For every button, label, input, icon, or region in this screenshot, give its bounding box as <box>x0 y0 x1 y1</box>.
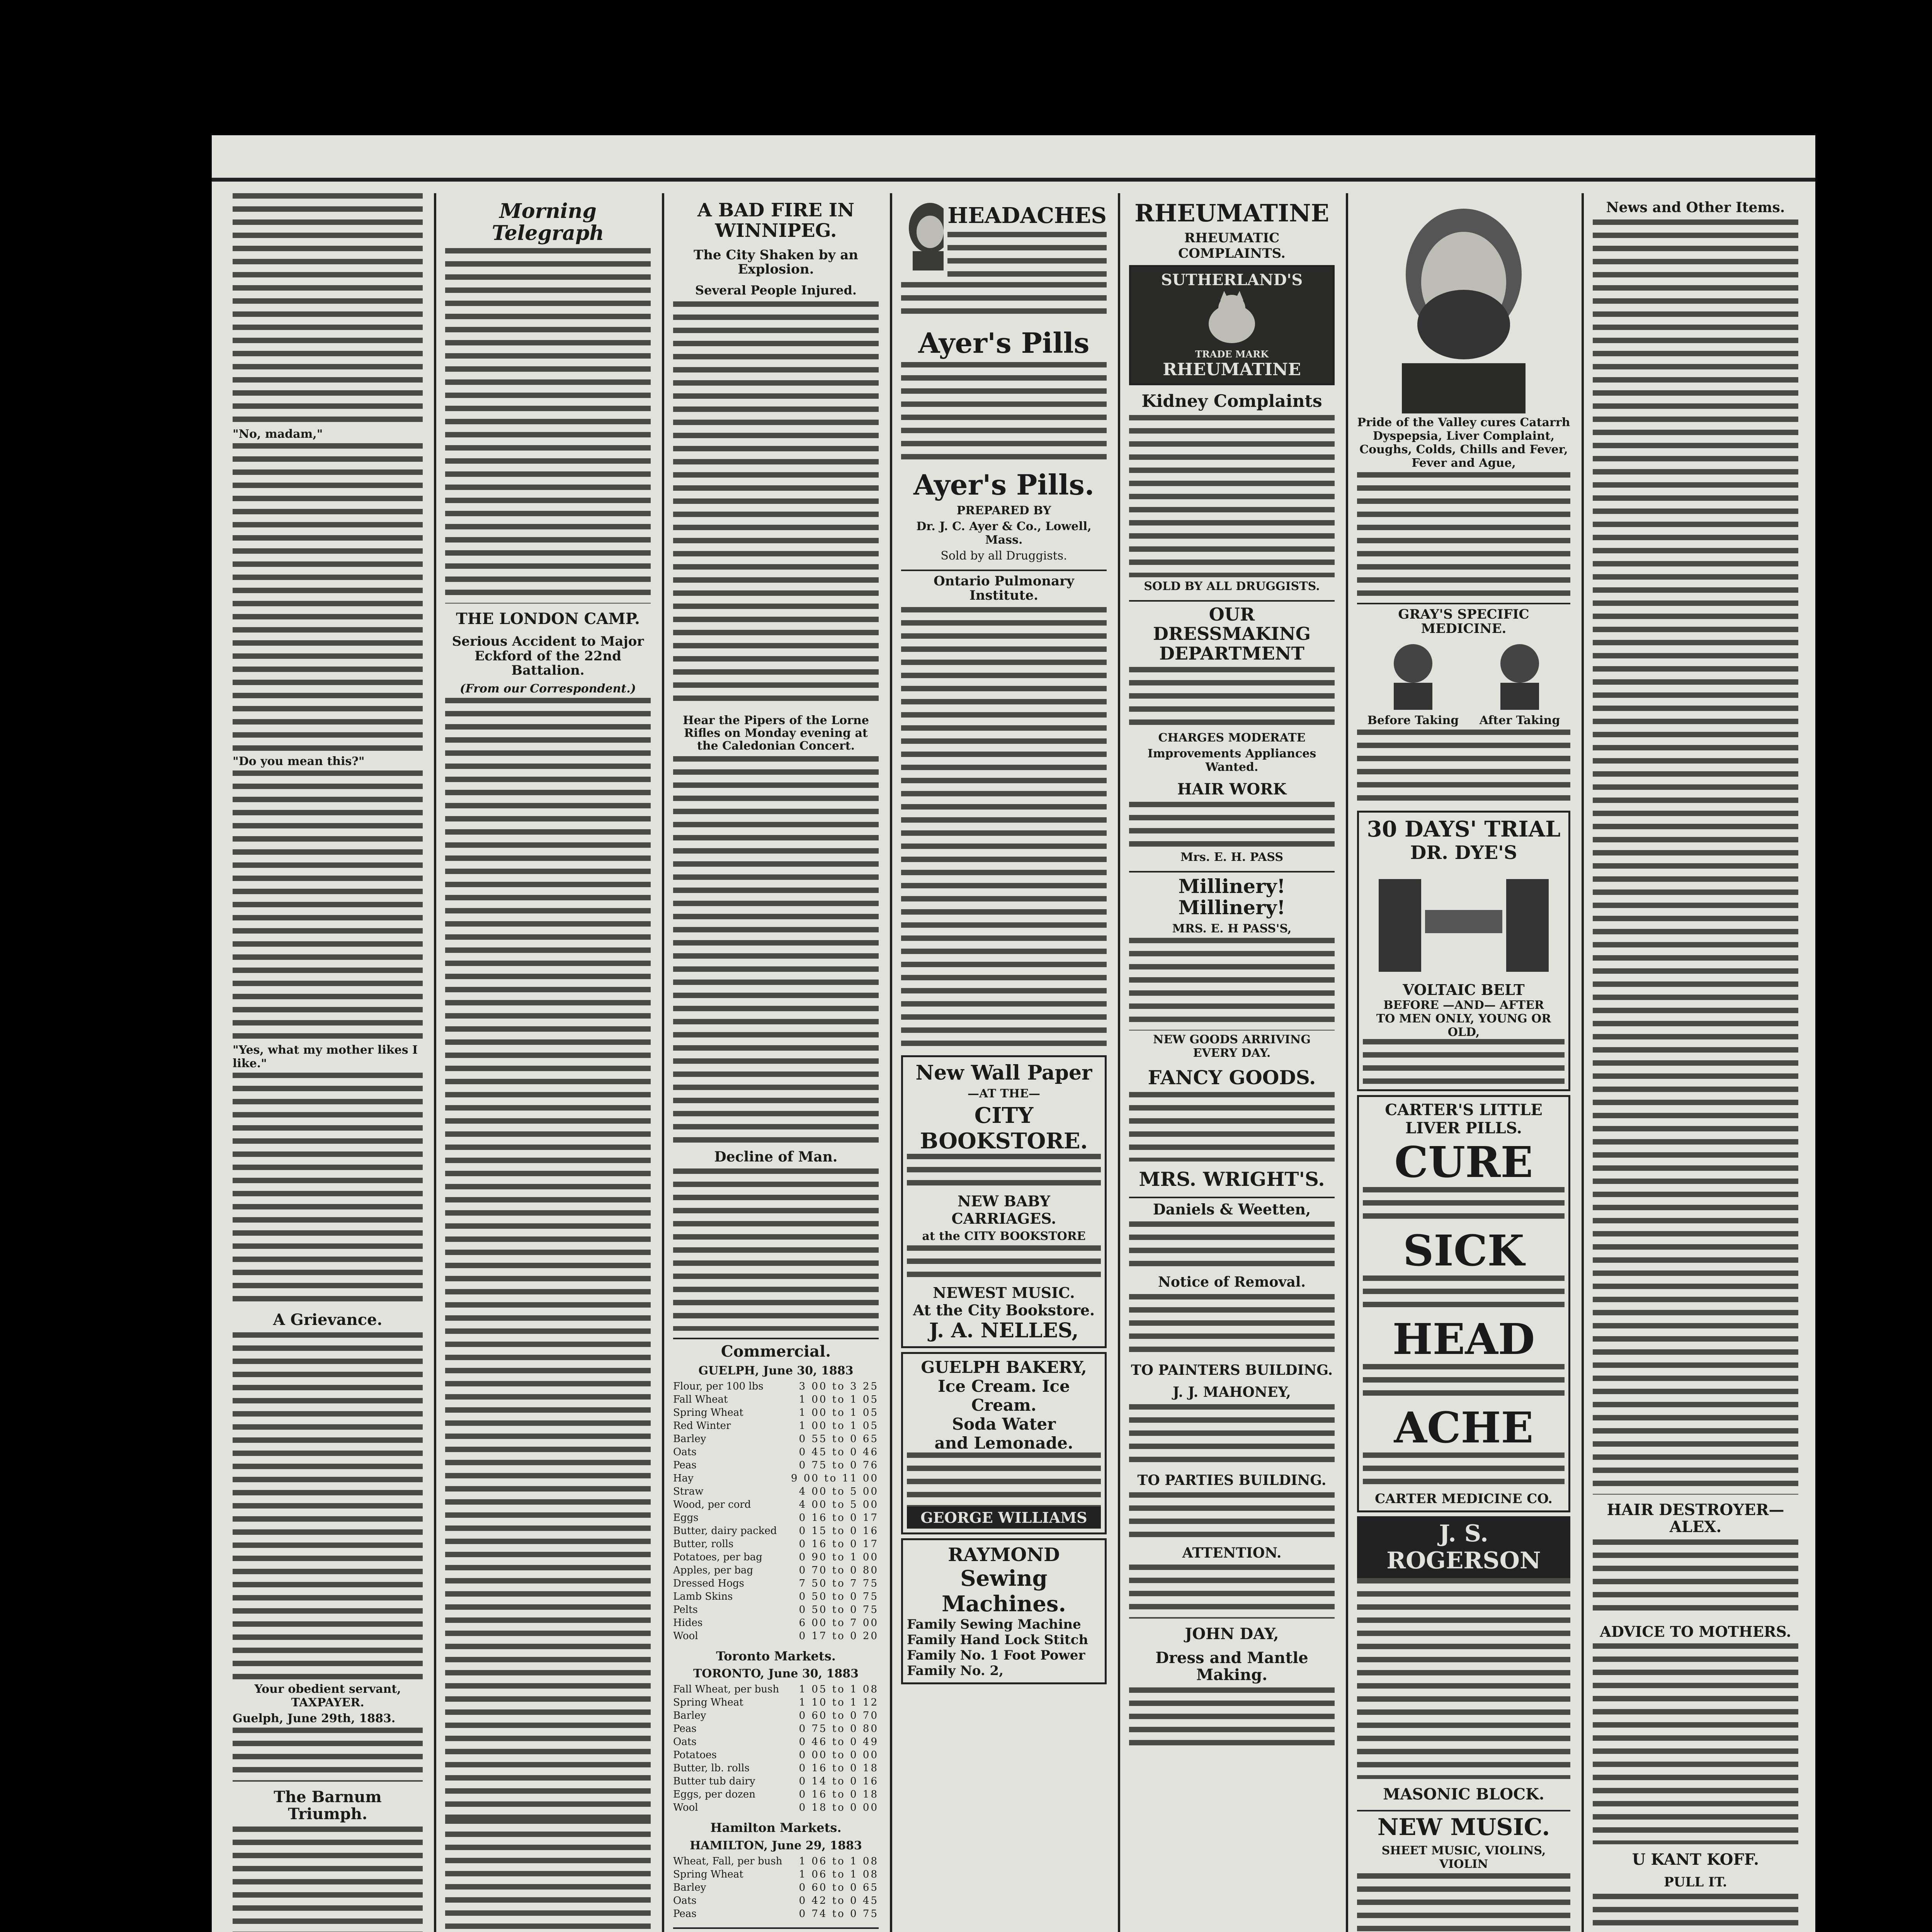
commodity-name: Hides <box>673 1617 703 1629</box>
commodity-name: Butter tub dairy <box>673 1776 755 1787</box>
rheumatine-title: RHEUMATINE <box>1134 199 1329 227</box>
market-row <box>673 1683 879 1696</box>
commodity-price: 0 74 to 0 75 <box>799 1908 879 1920</box>
trade-mark-label: TRADE MARK <box>1195 349 1269 360</box>
column-rule <box>890 193 892 1932</box>
commodity-name: Potatoes <box>673 1749 717 1761</box>
story-text <box>233 1728 423 1782</box>
market-row <box>673 1590 879 1603</box>
market-row <box>673 1485 879 1498</box>
commodity-name: Barley <box>673 1881 706 1893</box>
commodity-name: Hay <box>673 1473 694 1485</box>
commodity-price: 0 75 to 0 80 <box>799 1723 879 1735</box>
signature: Your obedient servant, TAXPAYER. <box>254 1682 401 1709</box>
commodity-price: 0 60 to 0 65 <box>799 1881 879 1893</box>
commodity-price: 0 46 to 0 49 <box>799 1736 879 1748</box>
top-rule <box>212 178 1815 182</box>
commodity-price: 1 06 to 1 08 <box>799 1868 879 1880</box>
story-text <box>1593 1894 1798 1932</box>
text-line: "Yes, what my mother likes I like." <box>233 1043 418 1070</box>
ad-text <box>1363 1276 1565 1314</box>
commodity-name: Eggs, per dozen <box>673 1789 755 1801</box>
ad-text <box>947 232 1107 282</box>
market-row <box>673 1406 879 1419</box>
newest-music: NEWEST MUSIC. <box>933 1284 1075 1301</box>
ad-text <box>907 1245 1101 1284</box>
market-row <box>673 1498 879 1511</box>
ad-text <box>1129 1492 1335 1539</box>
column-rule <box>1118 193 1120 1932</box>
commodity-price: 1 00 to 1 05 <box>799 1407 879 1419</box>
story-text <box>1593 1539 1798 1617</box>
commodity-name: Oats <box>673 1736 697 1748</box>
commodity-price: 1 10 to 1 12 <box>799 1697 879 1709</box>
commodity-price: 0 16 to 0 17 <box>799 1512 879 1524</box>
headline-london-camp: THE LONDON CAMP. <box>456 610 640 628</box>
wallpaper-at: —AT THE— <box>968 1087 1040 1100</box>
column-4 <box>896 193 1112 1932</box>
pull-it: PULL IT. <box>1664 1874 1727 1890</box>
market-row <box>673 1907 879 1920</box>
news-heading: News and Other Items. <box>1606 199 1785 216</box>
story-text <box>233 1332 423 1680</box>
commodity-price: 4 00 to 5 00 <box>799 1499 879 1511</box>
ad-text <box>1357 1873 1570 1932</box>
commodity-name: Straw <box>673 1486 704 1498</box>
bakery-ad <box>901 1352 1107 1534</box>
story-text <box>233 193 423 425</box>
rheumatic-complaints: RHEUMATIC COMPLAINTS. <box>1178 230 1286 262</box>
ad-text <box>1129 667 1335 729</box>
market-row <box>673 1894 879 1907</box>
market-row <box>673 1748 879 1762</box>
ad-text <box>1357 1578 1570 1779</box>
commodity-price: 0 50 to 0 75 <box>799 1591 879 1603</box>
dateline: Guelph, June 29th, 1883. <box>233 1712 396 1725</box>
pass-name: Mrs. E. H. PASS <box>1180 850 1284 864</box>
newspaper-page <box>212 135 1815 1932</box>
commodity-price: 0 14 to 0 16 <box>799 1776 879 1787</box>
market-row <box>673 1393 879 1406</box>
headaches-title: HEADACHES <box>947 203 1107 228</box>
nelles-name: J. A. NELLES, <box>929 1318 1079 1342</box>
headaches-ad <box>901 197 1107 282</box>
commodity-name: Barley <box>673 1433 706 1445</box>
ayers-pills-title: Ayer's Pills <box>918 326 1090 359</box>
cat-trademark-illustration <box>1193 289 1270 347</box>
commodity-name: Eggs <box>673 1512 699 1524</box>
ad-text <box>1129 802 1335 848</box>
market-row <box>673 1762 879 1775</box>
market-row <box>673 1775 879 1788</box>
ad-text <box>1129 1404 1335 1466</box>
commodity-price: 7 50 to 7 75 <box>799 1578 879 1590</box>
sick-word: SICK <box>1403 1225 1525 1276</box>
commodity-price: 1 00 to 1 05 <box>799 1394 879 1406</box>
commodity-name: Pelts <box>673 1604 698 1616</box>
ad-text <box>1129 415 1335 577</box>
raymond-item: Family Hand Lock Stitch <box>907 1632 1088 1648</box>
kidney-complaints: Kidney Complaints <box>1141 391 1322 412</box>
market-row <box>673 1537 879 1551</box>
hamilton-markets-heading: Hamilton Markets. <box>710 1820 842 1835</box>
commodity-price: 0 60 to 0 70 <box>799 1710 879 1722</box>
commodity-price: 0 16 to 0 18 <box>799 1789 879 1801</box>
hair-work: HAIR WORK <box>1177 780 1287 799</box>
ad-text <box>1129 938 1335 1031</box>
market-row <box>673 1524 879 1537</box>
commodity-price: 0 42 to 0 45 <box>799 1895 879 1906</box>
before-after-figures <box>1357 640 1570 730</box>
nelles-line: At the City Bookstore. <box>913 1301 1095 1319</box>
improvements-line: Improvements Appliances Wanted. <box>1147 747 1316 774</box>
commodity-name: Oats <box>673 1895 697 1906</box>
voltaic-label: VOLTAIC BELT <box>1403 981 1525 998</box>
dye-name: DR. DYE'S <box>1410 842 1517 864</box>
williams-name: GEORGE WILLIAMS <box>907 1507 1101 1529</box>
portrait-man-illustration <box>1359 197 1568 413</box>
ad-text <box>1363 1039 1565 1085</box>
commodity-name: Dressed Hogs <box>673 1578 744 1590</box>
market-row <box>673 1629 879 1643</box>
daniels-name: Daniels & Weetten, <box>1129 1197 1335 1218</box>
commodity-name: Apples, per bag <box>673 1565 753 1577</box>
commodity-name: Red Winter <box>673 1420 731 1432</box>
masonic-block: MASONIC BLOCK. <box>1383 1785 1544 1803</box>
concert-notice: Hear the Pipers of the Lorne Rifles on Monday evening at the Caledonian Concert. <box>683 713 869 753</box>
market-row <box>673 1855 879 1868</box>
before-label: Before Taking <box>1367 713 1459 727</box>
column-6 <box>1352 193 1576 1932</box>
advice-mothers: ADVICE TO MOTHERS. <box>1600 1622 1791 1640</box>
commodity-price: 0 45 to 0 46 <box>799 1446 879 1458</box>
lemonade: and Lemonade. <box>934 1433 1073 1452</box>
commodity-price: 0 55 to 0 65 <box>799 1433 879 1445</box>
ad-text <box>1129 1687 1335 1749</box>
voltaic-belt-ad <box>1357 811 1570 1091</box>
commodity-price: 0 18 to 0 00 <box>799 1802 879 1814</box>
ad-text <box>1357 730 1570 807</box>
headline-winnipeg-fire: A BAD FIRE IN WINNIPEG. <box>697 199 855 242</box>
commodity-name: Spring Wheat <box>673 1697 743 1709</box>
ayers-pills-title: Ayer's Pills. <box>913 468 1094 501</box>
market-row <box>673 1380 879 1393</box>
keough-ad-name <box>673 1927 879 1932</box>
ad-text <box>1363 1187 1565 1226</box>
before-figure-illustration <box>1382 640 1444 710</box>
market-dateline: GUELPH, June 30, 1883 <box>698 1364 854 1378</box>
market-row <box>673 1801 879 1814</box>
headline-barnum: The Barnum Triumph. <box>274 1788 382 1823</box>
subheadline-accident: Serious Accident to Major Eckford of the 22nd Battalion. <box>452 634 644 679</box>
market-row <box>673 1459 879 1472</box>
market-row <box>673 1511 879 1524</box>
rogerson-name: J. S. ROGERSON <box>1357 1516 1570 1578</box>
column-1 <box>227 193 428 1932</box>
hair-destroyer: HAIR DESTROYER—ALEX. <box>1607 1500 1784 1536</box>
market-row <box>673 1564 879 1577</box>
carter-company: CARTER MEDICINE CO. <box>1375 1491 1553 1507</box>
prepared-by: PREPARED BY <box>956 503 1051 517</box>
column-rule <box>434 193 436 1932</box>
commodity-name: Oats <box>673 1446 697 1458</box>
column-2 <box>440 193 656 1932</box>
rheumatine-label: RHEUMATINE <box>1163 360 1301 380</box>
sold-by: Sold by all Druggists. <box>940 549 1067 563</box>
commodity-price: 6 00 to 7 00 <box>799 1617 879 1629</box>
commodity-price: 1 00 to 1 05 <box>799 1420 879 1432</box>
market-dateline: TORONTO, June 30, 1883 <box>693 1667 859 1681</box>
commodity-name: Lamb Skins <box>673 1591 733 1603</box>
column-5 <box>1124 193 1340 1932</box>
dressmaking-title: OUR DRESSMAKING DEPARTMENT <box>1129 600 1335 663</box>
commodity-name: Fall Wheat, per bush <box>673 1684 779 1696</box>
ad-text <box>901 362 1107 463</box>
commodity-name: Barley <box>673 1710 706 1722</box>
commodity-name: Flour, per 100 lbs <box>673 1381 764 1393</box>
story-text <box>445 1818 651 1932</box>
story-text <box>673 301 879 707</box>
raymond-item: Family No. 1 Foot Power <box>907 1647 1085 1663</box>
column-rule <box>1582 193 1584 1932</box>
fancy-goods: FANCY GOODS. <box>1148 1066 1316 1089</box>
market-row <box>673 1788 879 1801</box>
men-only: TO MEN ONLY, YOUNG OR OLD, <box>1376 1012 1551 1039</box>
commodity-price: 0 70 to 0 80 <box>799 1565 879 1577</box>
market-row <box>673 1722 879 1735</box>
market-row <box>673 1881 879 1894</box>
story-text <box>233 1073 423 1304</box>
parties-heading: TO PARTIES BUILDING. <box>1137 1472 1327 1488</box>
new-music-title: NEW MUSIC. <box>1357 1810 1570 1840</box>
commodity-price: 4 00 to 5 00 <box>799 1486 879 1498</box>
carriages-title: NEW BABY CARRIAGES. <box>951 1192 1056 1227</box>
commodity-name: Wool <box>673 1802 698 1814</box>
column-7 <box>1587 193 1804 1932</box>
commodity-price: 0 50 to 0 75 <box>799 1604 879 1616</box>
commodity-name: Butter, rolls <box>673 1538 734 1550</box>
column-3 <box>668 193 884 1932</box>
story-text <box>673 756 879 1143</box>
ad-text <box>907 1452 1101 1507</box>
ad-text <box>1129 1294 1335 1356</box>
commodity-price: 0 00 to 0 00 <box>799 1749 879 1761</box>
commodity-price: 9 00 to 11 00 <box>791 1473 879 1485</box>
charges-moderate: CHARGES MODERATE <box>1158 731 1306 745</box>
wrights-name: MRS. WRIGHT'S. <box>1139 1168 1325 1191</box>
toronto-market-table <box>673 1683 879 1814</box>
subheadline-explosion: The City Shaken by an Explosion. <box>694 247 858 277</box>
commodity-name: Spring Wheat <box>673 1868 743 1880</box>
story-text <box>233 443 423 752</box>
sheet-music: SHEET MUSIC, VIOLINS, VIOLIN <box>1381 1844 1546 1871</box>
commodity-name: Wood, per cord <box>673 1499 751 1511</box>
commodity-name: Peas <box>673 1459 697 1471</box>
commodity-price: 0 90 to 1 00 <box>799 1551 879 1563</box>
commodity-name: Butter, dairy packed <box>673 1525 777 1537</box>
trial-title: 30 DAYS' TRIAL <box>1367 816 1561 842</box>
raymond-item: Family No. 2, <box>907 1663 1004 1679</box>
story-text <box>673 1168 879 1331</box>
day-name: JOHN DAY, <box>1185 1625 1279 1643</box>
commodity-price: 0 15 to 0 16 <box>799 1525 879 1537</box>
cure-word: CURE <box>1394 1137 1533 1187</box>
story-text <box>1593 219 1798 1495</box>
new-goods: NEW GOODS ARRIVING EVERY DAY. <box>1153 1033 1311 1060</box>
subheadline-injured: Several People Injured. <box>695 283 857 298</box>
hamilton-market-table <box>673 1855 879 1920</box>
story-text <box>233 770 423 1041</box>
market-row <box>673 1419 879 1432</box>
commodity-price: 0 16 to 0 18 <box>799 1762 879 1774</box>
ad-text <box>901 607 1107 1051</box>
toronto-markets-heading: Toronto Markets. <box>716 1649 836 1664</box>
market-row <box>673 1616 879 1629</box>
removal-notice: Notice of Removal. <box>1158 1274 1306 1291</box>
maker-name: Dr. J. C. Ayer & Co., Lowell, Mass. <box>916 519 1092 547</box>
ad-text <box>1363 1452 1565 1491</box>
commodity-price: 0 75 to 0 76 <box>799 1459 879 1471</box>
market-dateline: HAMILTON, June 29, 1883 <box>690 1838 862 1852</box>
byline: (From our Correspondent.) <box>460 682 636 696</box>
commodity-price: 0 17 to 0 20 <box>799 1630 879 1642</box>
sold-by-druggists: SOLD BY ALL DRUGGISTS. <box>1144 579 1320 593</box>
carters-ad <box>1357 1095 1570 1512</box>
mahoney-name: J. J. MAHONEY, <box>1173 1384 1291 1401</box>
story-text <box>445 698 651 1818</box>
market-row <box>673 1472 879 1485</box>
market-row <box>673 1709 879 1722</box>
raymond-ad <box>901 1538 1107 1684</box>
market-row <box>673 1551 879 1564</box>
head-word: HEAD <box>1392 1314 1535 1364</box>
wallpaper-title: New Wall Paper <box>915 1061 1092 1085</box>
ad-text <box>901 282 1107 321</box>
column-rule <box>662 193 664 1932</box>
commodity-price: 1 06 to 1 08 <box>799 1855 879 1867</box>
ice-cream: Ice Cream. Ice Cream. <box>938 1376 1070 1415</box>
headline-grievance: A Grievance. <box>273 1311 383 1329</box>
ad-text <box>1129 1092 1335 1162</box>
grays-title: GRAY'S SPECIFIC MEDICINE. <box>1357 603 1570 636</box>
ad-text <box>1129 1221 1335 1268</box>
portrait-caption: Pride of the Valley cures Catarrh Dyspepsia, Liver Complaint, Coughs, Colds, Chills and Fever, Fever and Ague, <box>1357 416 1570 470</box>
commodity-price: 0 16 to 0 17 <box>799 1538 879 1550</box>
commodity-price: 3 00 to 3 25 <box>799 1381 879 1393</box>
dress-mantle: Dress and Mantle Making. <box>1155 1649 1308 1684</box>
story-text <box>1593 1643 1798 1844</box>
sutherland-trademark <box>1129 265 1335 385</box>
market-row <box>673 1696 879 1709</box>
headline-decline: Decline of Man. <box>714 1148 838 1165</box>
commodity-price: 1 05 to 1 08 <box>799 1684 879 1696</box>
market-row <box>673 1868 879 1881</box>
before-after-label: BEFORE —AND— AFTER <box>1383 998 1544 1012</box>
commodity-name: Wheat, Fall, per bush <box>673 1855 782 1867</box>
soda-water: Soda Water <box>952 1414 1056 1434</box>
market-row <box>673 1446 879 1459</box>
ad-text <box>907 1154 1101 1192</box>
bakery-title: GUELPH BAKERY, <box>921 1357 1087 1377</box>
story-text <box>233 1827 423 1932</box>
story-text <box>445 248 651 604</box>
attention-heading: ATTENTION. <box>1182 1544 1282 1561</box>
masthead-title: Morning Telegraph <box>492 199 604 245</box>
city-bookstore: CITY BOOKSTORE. <box>920 1102 1088 1154</box>
raymond-item: Family Sewing Machine <box>907 1616 1081 1632</box>
market-row <box>673 1603 879 1616</box>
wallpaper-ad <box>901 1055 1107 1348</box>
carters-title: CARTER'S LITTLE LIVER PILLS. <box>1385 1100 1543 1137</box>
text-line: "No, madam," <box>233 427 323 441</box>
ad-text <box>1363 1364 1565 1403</box>
pass-name: MRS. E. H PASS'S, <box>1172 922 1292 936</box>
column-rule <box>1346 193 1348 1932</box>
market-row <box>673 1735 879 1748</box>
commodity-name: Peas <box>673 1908 697 1920</box>
market-row <box>673 1432 879 1446</box>
text-line: "Do you mean this?" <box>233 755 365 768</box>
sutherland-name: SUTHERLAND'S <box>1161 271 1303 289</box>
painters-heading: TO PAINTERS BUILDING. <box>1131 1362 1333 1378</box>
raymond-title: RAYMOND <box>948 1544 1060 1566</box>
ache-word: ACHE <box>1394 1402 1534 1452</box>
bookstore-line: at the CITY BOOKSTORE <box>922 1229 1086 1243</box>
commodity-name: Peas <box>673 1723 697 1735</box>
sewing-machines: Sewing Machines. <box>942 1565 1066 1617</box>
commodity-name: Wool <box>673 1630 698 1642</box>
voltaic-belt-illustration <box>1371 864 1556 980</box>
millinery-title: Millinery! Millinery! <box>1129 871 1335 918</box>
commodity-name: Potatoes, per bag <box>673 1551 762 1563</box>
after-label: After Taking <box>1479 713 1560 727</box>
commercial-title: Commercial. <box>673 1338 879 1360</box>
ad-text <box>1129 1565 1335 1619</box>
ad-text <box>1357 472 1570 596</box>
institute-title: Ontario Pulmonary Institute. <box>901 570 1107 603</box>
after-figure-illustration <box>1489 640 1551 710</box>
commodity-name: Butter, lb. rolls <box>673 1762 750 1774</box>
portrait-illustration <box>901 197 944 270</box>
commodity-name: Fall Wheat <box>673 1394 728 1406</box>
commodity-name: Spring Wheat <box>673 1407 743 1419</box>
kant-koff: U KANT KOFF. <box>1632 1850 1759 1869</box>
guelph-market-table <box>673 1380 879 1643</box>
market-row <box>673 1577 879 1590</box>
